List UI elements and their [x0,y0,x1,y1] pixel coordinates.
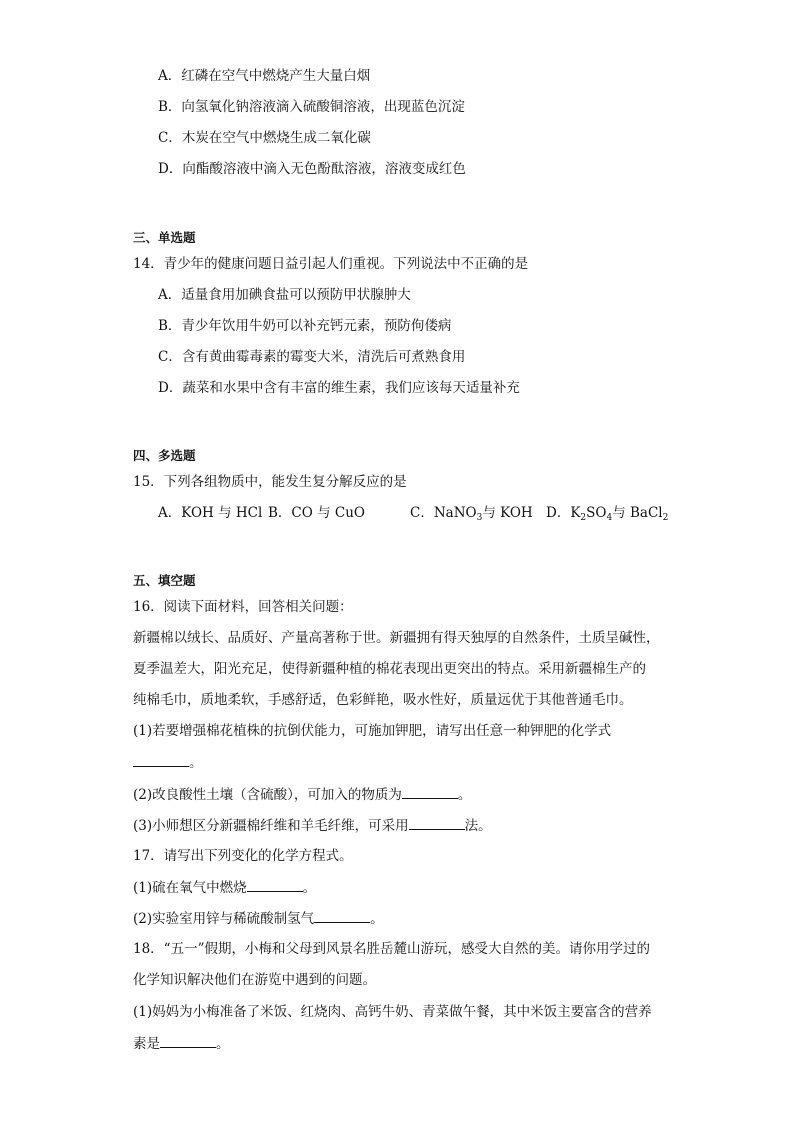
answer-blank[interactable] [160,1033,216,1048]
answer-blank[interactable] [409,815,465,830]
q14-option-d: D．蔬菜和水果中含有丰富的维生素，我们应该每天适量补充 [158,380,520,396]
section-5-title: 五、填空题 [133,573,196,588]
q16-sub3: (3)小师想区分新疆棉纤维和羊毛纤维，可采用 法。 [133,815,492,836]
q13-option-c: C．木炭在空气中燃烧生成二氧化碳 [158,130,371,146]
q16-paragraph-line-3: 纯棉毛巾，质地柔软，手感舒适，色彩鲜艳，吸水性好，质量远优于其他普通毛巾。 [133,692,633,708]
section-4-title: 四、多选题 [133,448,196,463]
answer-blank[interactable] [402,784,458,799]
q14-option-c: C．含有黄曲霉毒素的霉变大米，清洗后可煮熟食用 [158,349,466,365]
q17-sub1: (1)硫在氧气中燃烧 。 [133,877,316,898]
q18-sub1: (1)妈妈为小梅准备了米饭、红烧肉、高钙牛奶、青菜做午餐，其中米饭主要富含的营养 [133,1004,652,1020]
q15-option-c: C．NaNO$_3$与 KOH [410,505,533,523]
q13-option-d: D．向酯酸溶液中滴入无色酚酞溶液，溶液变成红色 [158,161,466,177]
q15-stem: 15．下列各组物质中，能发生复分解反应的是 [133,474,407,490]
q16-stem: 16．阅读下面材料，回答相关问题： [133,599,353,615]
q16-sub1-answer: 。 [133,752,203,773]
q14-stem: 14．青少年的健康问题日益引起人们重视。下列说法中不正确的是 [133,256,529,272]
answer-blank[interactable] [133,752,189,767]
section-3-title: 三、单选题 [133,230,196,245]
q14-option-b: B．青少年饮用牛奶可以补充钙元素，预防佝偻病 [158,318,452,334]
q15-option-b: B．CO 与 CuO [268,505,365,521]
q15-option-a: A．KOH 与 HCl [158,505,263,521]
answer-blank[interactable] [247,877,303,892]
answer-blank[interactable] [314,908,370,923]
q15-option-d: D．$K_2SO_4$与 BaCl$_2$ [546,505,669,523]
q16-sub1: (1)若要增强棉花植株的抗倒伏能力，可施加钾肥，请写出任意一种钾肥的化学式 [133,723,612,739]
q13-option-b: B．向氢氧化钠溶液滴入硫酸铜溶液，出现蓝色沉淀 [158,99,465,115]
q18-stem-line-1: 18．“五一”假期，小梅和父母到风景名胜岳麓山游玩，感受大自然的美。请你用学过的 [133,941,650,957]
q16-sub2: (2)改良酸性土壤（含硫酸），可加入的物质为 。 [133,784,471,805]
q13-option-a: A．红磷在空气中燃烧产生大量白烟 [158,68,371,84]
q18-sub1-answer: 素是 。 [133,1033,230,1054]
q18-stem-line-2: 化学知识解决他们在游览中遇到的问题。 [133,972,376,988]
q16-paragraph-line-1: 新疆棉以绒长、品质好、产量高著称于世。新疆拥有得天独厚的自然条件，土质呈碱性， [133,630,660,646]
q17-stem: 17．请写出下列变化的化学方程式。 [133,848,353,864]
q17-sub2: (2)实验室用锌与稀硫酸制氢气 。 [133,908,384,929]
q14-option-a: A．适量食用加碘食盐可以预防甲状腺肿大 [158,287,411,303]
q16-paragraph-line-2: 夏季温差大，阳光充足，使得新疆种植的棉花表现出更突出的特点。采用新疆棉生产的 [133,661,646,677]
